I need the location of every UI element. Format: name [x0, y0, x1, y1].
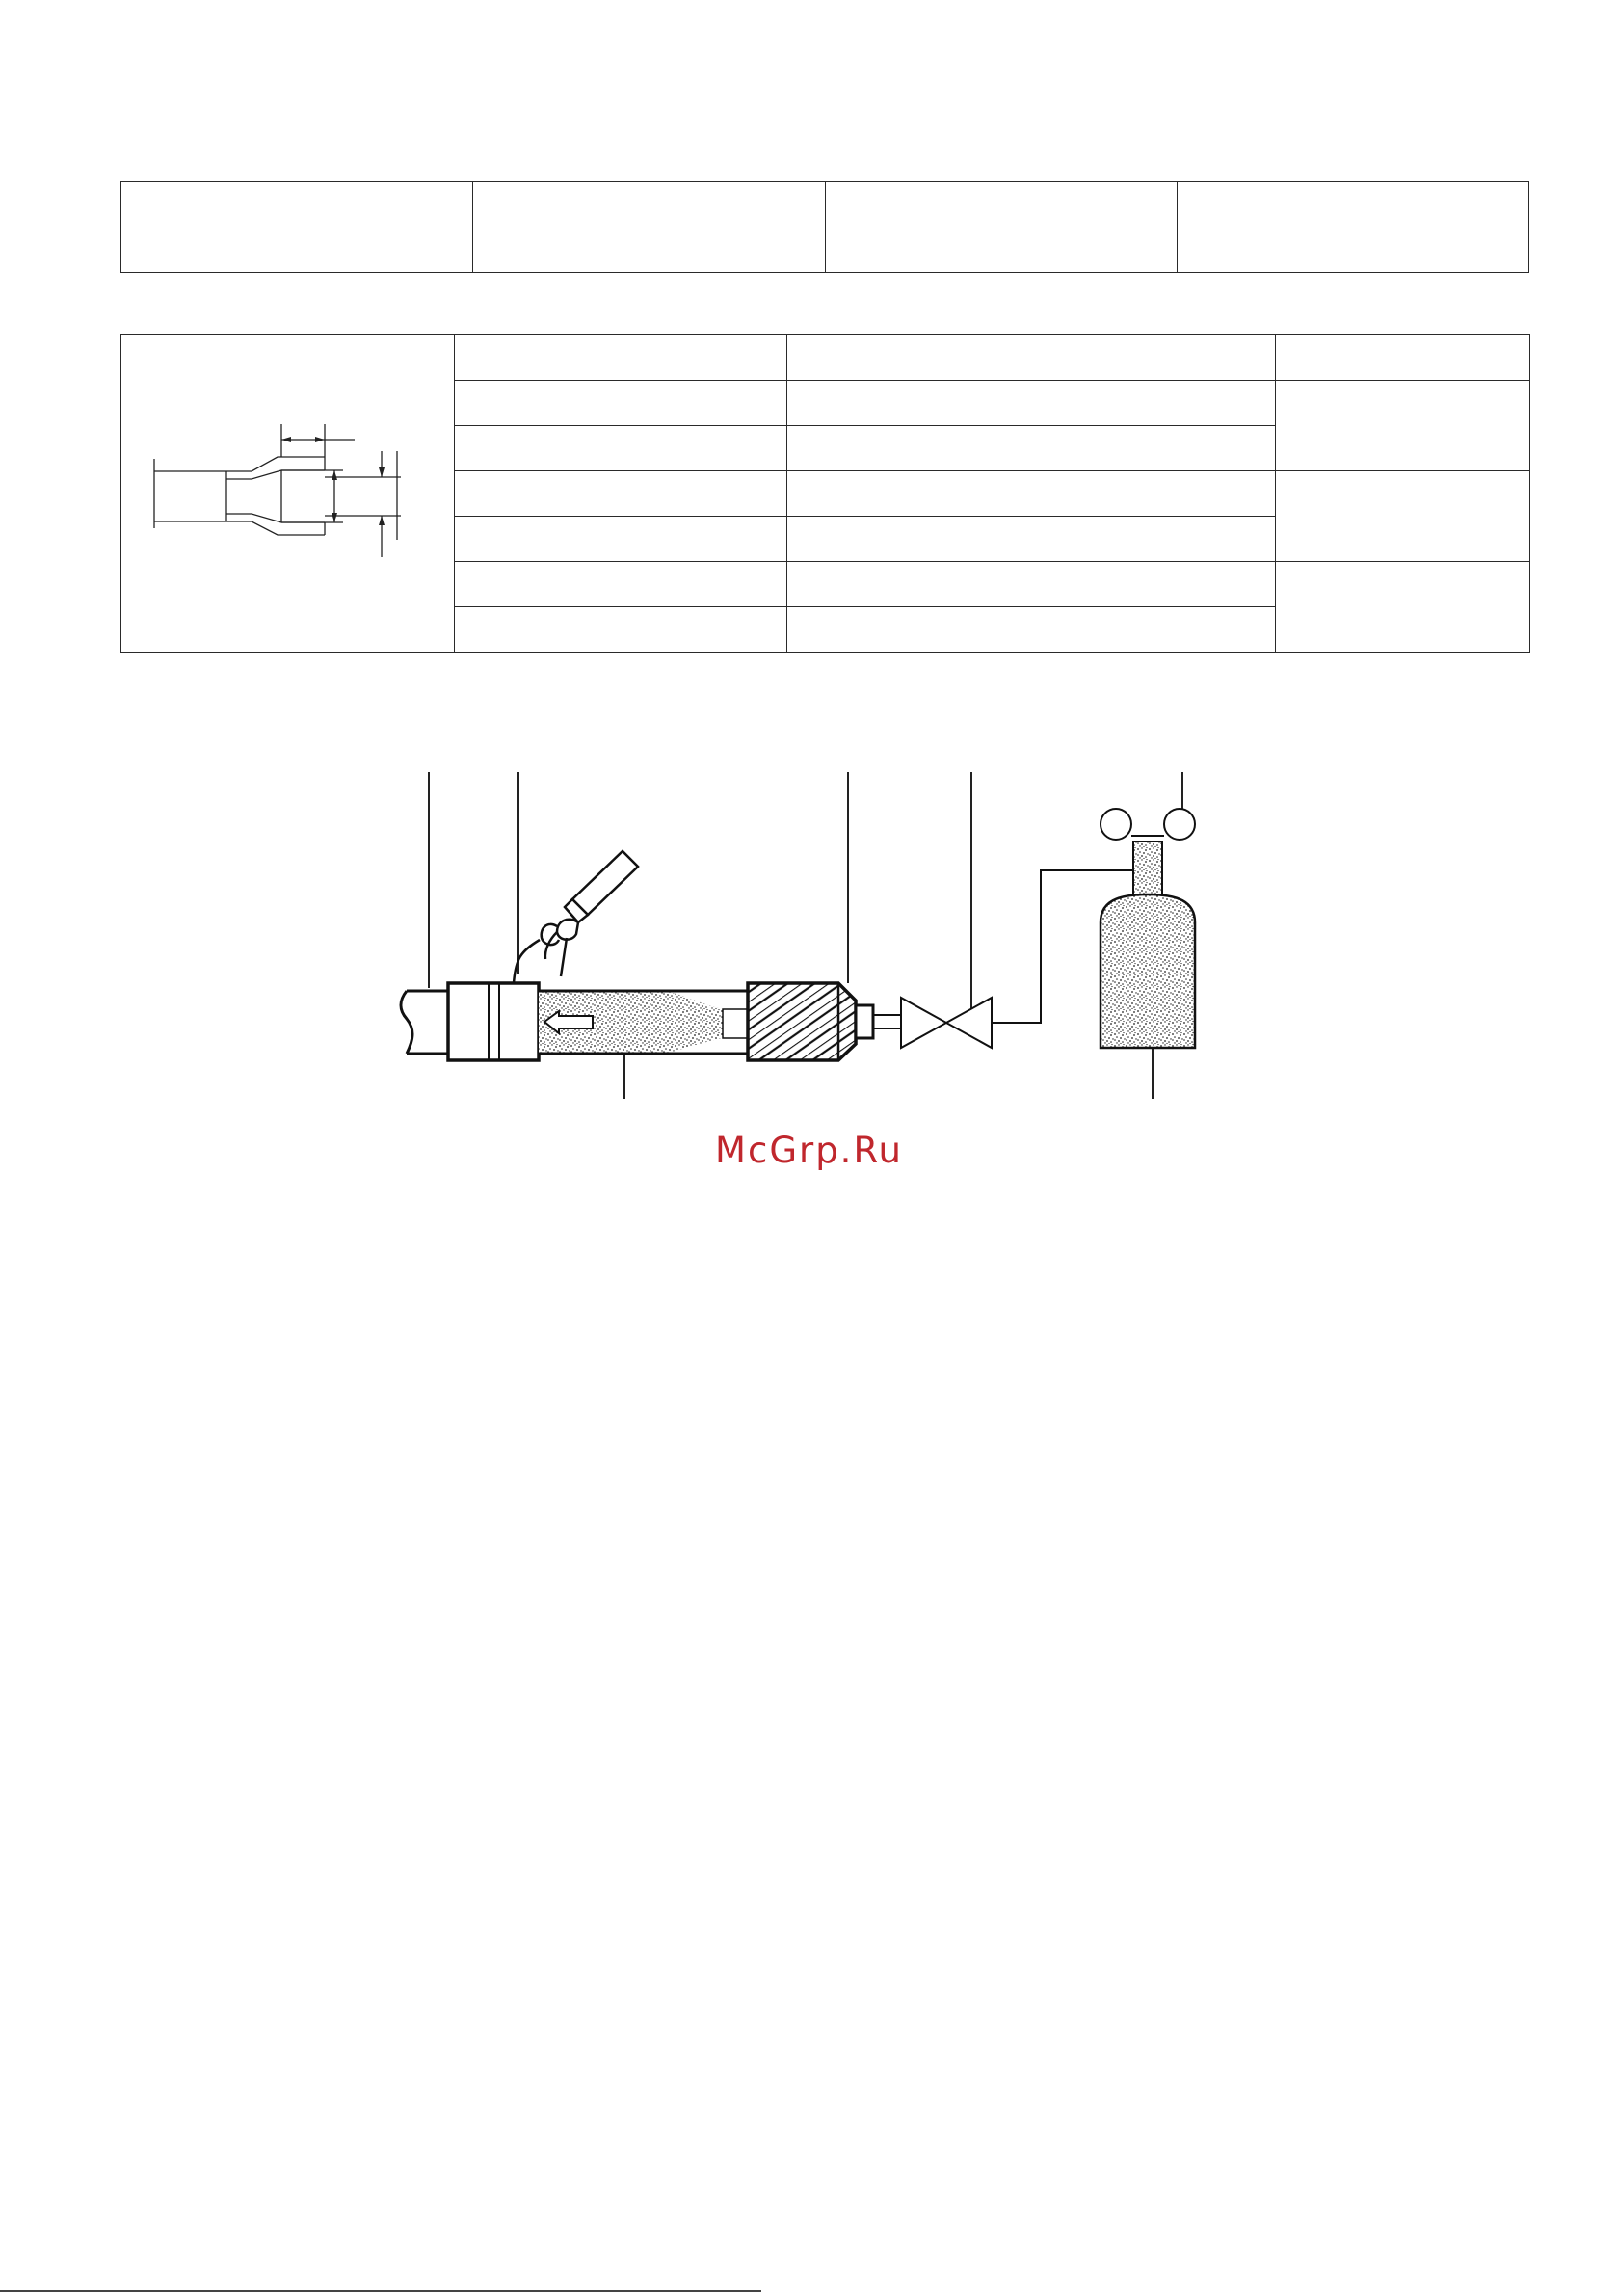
table-cell — [121, 227, 473, 273]
flare-drawing-cell — [121, 335, 455, 653]
table-cell — [787, 471, 1276, 517]
table-cell — [455, 607, 787, 653]
pressure-gauge-icon — [1101, 809, 1195, 840]
valve-icon — [901, 998, 992, 1048]
watermark: McGrp.Ru — [715, 1130, 903, 1171]
table-cell — [455, 517, 787, 562]
table-cell — [787, 607, 1276, 653]
table-cell — [455, 562, 787, 607]
table-cell — [825, 182, 1177, 227]
table-cell — [121, 182, 473, 227]
footer-rule — [0, 2290, 761, 2292]
flare-dimension-icon — [121, 335, 455, 656]
table-cell — [1276, 335, 1530, 381]
flare-dimension-table — [120, 334, 1530, 653]
table-cell — [1276, 381, 1530, 471]
table-cell — [455, 381, 787, 426]
table-cell — [473, 182, 825, 227]
table-row — [121, 227, 1529, 273]
table-cell — [1276, 471, 1530, 562]
nitrogen-cylinder-icon — [1101, 841, 1195, 1048]
table-cell — [455, 426, 787, 471]
table-cell — [825, 227, 1177, 273]
table-cell — [787, 426, 1276, 471]
table-cell — [787, 517, 1276, 562]
table-cell — [1177, 182, 1528, 227]
table-cell — [473, 227, 825, 273]
table-cell — [1276, 562, 1530, 653]
table-cell — [787, 381, 1276, 426]
table-cell — [455, 335, 787, 381]
nitrogen-brazing-setup-icon — [385, 766, 1233, 1104]
table-row — [121, 182, 1529, 227]
specification-table-1 — [120, 181, 1529, 273]
table-cell — [787, 562, 1276, 607]
table-cell — [455, 471, 787, 517]
table-cell — [787, 335, 1276, 381]
brazing-torch-icon — [514, 851, 638, 983]
table-cell — [1177, 227, 1528, 273]
table-row — [121, 335, 1530, 381]
